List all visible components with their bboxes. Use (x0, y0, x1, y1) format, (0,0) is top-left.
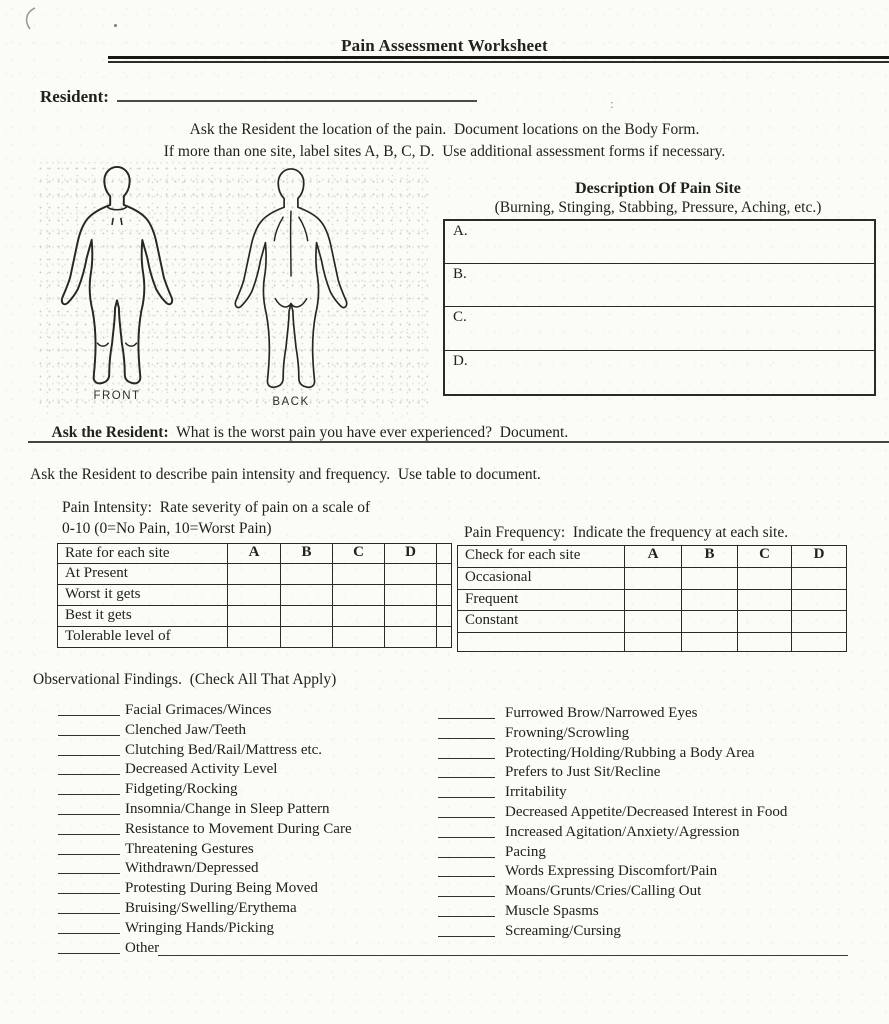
frequency-cell (792, 611, 847, 633)
check-row (438, 725, 858, 745)
worst-pain-prompt (36, 406, 568, 460)
check-item-label: Withdrawn/Depressed (125, 860, 259, 877)
body-form-diagram (36, 162, 428, 414)
check-item-label: Prefers to Just Sit/Recline (505, 764, 661, 781)
check-row (58, 742, 478, 762)
check-row (438, 824, 858, 844)
check-blank-line (438, 876, 495, 877)
check-row (58, 761, 478, 781)
check-blank-line (58, 913, 120, 914)
check-row (438, 844, 858, 864)
intensity-header-label: Rate for each site (58, 544, 228, 564)
check-item-label: Increased Agitation/Anxiety/Agression (505, 823, 740, 840)
check-item-label: Clenched Jaw/Teeth (125, 721, 246, 738)
check-item-label: Decreased Appetite/Decreased Interest in Food (505, 803, 788, 820)
frequency-cell (792, 589, 847, 611)
frequency-cell (625, 589, 682, 611)
check-item-label: Wringing Hands/Picking (125, 919, 274, 936)
frequency-header-c: C (738, 546, 792, 568)
intensity-cell (281, 605, 333, 626)
instruction-line-2: If more than one site, label sites A, B, C, D. Use additional assessment forms if necessary. (163, 143, 726, 160)
intensity-header-b: B (281, 544, 333, 564)
frequency-cell (682, 589, 738, 611)
check-row (58, 801, 478, 821)
observational-checklist-left (58, 702, 478, 959)
frequency-row-label: Constant (458, 611, 625, 633)
description-row-label: B. (453, 266, 467, 283)
pain-frequency-table (457, 545, 847, 652)
check-item-label: Threatening Gestures (125, 840, 254, 857)
frequency-cell (682, 611, 738, 633)
description-row-d (445, 351, 874, 393)
check-item-label: Decreased Activity Level (125, 761, 278, 778)
front-figure-label: FRONT (93, 390, 141, 402)
pain-frequency-heading: Pain Frequency: Indicate the frequency at each site. (464, 524, 789, 541)
check-blank-line (438, 936, 495, 937)
intensity-spacer-cell (437, 563, 452, 584)
check-row (438, 784, 858, 804)
intensity-spacer-cell (437, 605, 452, 626)
check-row (438, 745, 858, 765)
check-item-label: Bruising/Swelling/Erythema (125, 899, 297, 916)
frequency-header-label: Check for each site (458, 546, 625, 568)
intensity-cell (385, 605, 437, 626)
frequency-cell (682, 632, 738, 651)
check-item-label: Fidgeting/Rocking (125, 781, 238, 798)
check-blank-line (438, 758, 495, 759)
check-row (58, 880, 478, 900)
scan-artifact (114, 24, 117, 27)
check-row (438, 705, 858, 725)
check-row (438, 863, 858, 883)
check-row (58, 821, 478, 841)
check-row (58, 920, 478, 940)
frequency-cell (625, 611, 682, 633)
pain-intensity-heading-line1: Pain Intensity: Rate severity of pain on a scale of (62, 499, 371, 516)
pain-site-description-title: Description Of Pain Site (575, 180, 741, 197)
description-row-b (445, 264, 874, 307)
frequency-cell (792, 568, 847, 590)
check-row (58, 841, 478, 861)
other-write-line (158, 955, 848, 956)
check-item-label: Facial Grimaces/Winces (125, 702, 272, 718)
check-blank-line (438, 916, 495, 917)
check-blank-line (58, 953, 120, 954)
intensity-row-label: Tolerable level of (58, 627, 228, 648)
intensity-cell (333, 584, 385, 605)
intensity-cell (228, 563, 281, 584)
frequency-cell (738, 589, 792, 611)
section-divider (28, 441, 889, 443)
intensity-cell (333, 605, 385, 626)
check-blank-line (58, 873, 120, 874)
check-row (438, 903, 858, 923)
resident-row (40, 86, 477, 107)
page-title: Pain Assessment Worksheet (341, 36, 548, 55)
check-row (58, 722, 478, 742)
frequency-cell (458, 632, 625, 651)
intensity-cell (228, 605, 281, 626)
check-item-label: Muscle Spasms (505, 902, 599, 919)
check-item-label: Insomnia/Change in Sleep Pattern (125, 800, 330, 817)
check-blank-line (58, 854, 120, 855)
intensity-cell (228, 584, 281, 605)
check-item-label: Protesting During Being Moved (125, 880, 318, 897)
check-blank-line (438, 857, 495, 858)
intensity-header-a: A (228, 544, 281, 564)
intensity-cell (385, 627, 437, 648)
check-item-label: Words Expressing Discomfort/Pain (505, 863, 718, 880)
check-blank-line (58, 755, 120, 756)
intensity-spacer-cell (437, 627, 452, 648)
frequency-cell (792, 632, 847, 651)
check-row-other (58, 940, 478, 960)
instruction-line-1: Ask the Resident the location of the pain. Document locations on the Body Form. (189, 121, 700, 138)
check-item-label: Screaming/Cursing (505, 922, 621, 939)
frequency-header-d: D (792, 546, 847, 568)
check-item-label: Frowning/Scrowling (505, 724, 630, 741)
check-blank-line (58, 834, 120, 835)
frequency-header-b: B (682, 546, 738, 568)
check-blank-line (438, 837, 495, 838)
frequency-cell (738, 632, 792, 651)
check-item-label: Irritability (505, 784, 567, 801)
intensity-cell (281, 563, 333, 584)
back-figure-label: BACK (272, 396, 310, 408)
resident-name-line (117, 86, 477, 102)
description-row-label: C. (453, 309, 467, 326)
intensity-cell (333, 627, 385, 648)
check-row (438, 804, 858, 824)
observational-findings-heading: Observational Findings. (Check All That Apply) (33, 671, 337, 688)
intensity-cell (281, 584, 333, 605)
check-blank-line (58, 774, 120, 775)
check-blank-line (58, 893, 120, 894)
pain-site-description-box (443, 219, 876, 396)
check-blank-line (438, 797, 495, 798)
check-blank-line (438, 738, 495, 739)
check-row (58, 900, 478, 920)
check-item-label: Resistance to Movement During Care (125, 820, 352, 837)
intensity-header-d: D (385, 544, 437, 564)
check-blank-line (58, 814, 120, 815)
frequency-cell (738, 611, 792, 633)
frequency-cell (682, 568, 738, 590)
check-blank-line (58, 715, 120, 716)
frequency-row-label: Occasional (458, 568, 625, 590)
pain-intensity-table (57, 543, 452, 648)
check-row (438, 923, 858, 943)
frequency-row-label: Frequent (458, 589, 625, 611)
intensity-cell (281, 627, 333, 648)
pain-intensity-heading-line2: 0-10 (0=No Pain, 10=Worst Pain) (62, 520, 272, 537)
frequency-header-a: A (625, 546, 682, 568)
title-rule (108, 56, 889, 63)
check-blank-line (58, 735, 120, 736)
intensity-cell (228, 627, 281, 648)
check-blank-line (438, 718, 495, 719)
intensity-row-label: At Present (58, 563, 228, 584)
check-item-label: Pacing (505, 843, 546, 860)
worst-pain-prompt-label: Ask the Resident: (51, 424, 169, 441)
check-blank-line (438, 817, 495, 818)
resident-label: Resident: (40, 87, 109, 106)
intensity-spacer-cell (437, 584, 452, 605)
check-row (438, 883, 858, 903)
intensity-row-label: Worst it gets (58, 584, 228, 605)
intensity-frequency-prompt: Ask the Resident to describe pain intensity and frequency. Use table to document. (30, 466, 541, 483)
scan-artifact: : (610, 96, 614, 111)
check-row (438, 764, 858, 784)
frequency-cell (738, 568, 792, 590)
intensity-cell (333, 563, 385, 584)
check-item-label: Moans/Grunts/Cries/Calling Out (505, 883, 702, 900)
check-row (58, 781, 478, 801)
check-row (58, 702, 478, 722)
description-row-label: A. (453, 223, 468, 239)
description-row-label: D. (453, 352, 468, 369)
description-row-c (445, 307, 874, 350)
check-item-label: Protecting/Holding/Rubbing a Body Area (505, 744, 755, 761)
intensity-row-label: Best it gets (58, 605, 228, 626)
check-blank-line (438, 896, 495, 897)
description-row-a (445, 221, 874, 264)
check-item-label: Clutching Bed/Rail/Mattress etc. (125, 741, 323, 758)
check-blank-line (58, 933, 120, 934)
intensity-header-c: C (333, 544, 385, 564)
intensity-cell (385, 563, 437, 584)
check-item-label: Furrowed Brow/Narrowed Eyes (505, 705, 698, 721)
check-blank-line (58, 794, 120, 795)
pain-site-description-subtitle: (Burning, Stinging, Stabbing, Pressure, Aching, etc.) (494, 199, 822, 216)
check-blank-line (438, 777, 495, 778)
body-front-figure (50, 164, 184, 388)
intensity-cell (385, 584, 437, 605)
scan-artifact (20, 6, 42, 34)
check-row (58, 860, 478, 880)
worst-pain-prompt-question: What is the worst pain you have ever experienced? Document. (176, 424, 569, 441)
intensity-spacer-cell (437, 544, 452, 564)
frequency-cell (625, 632, 682, 651)
observational-checklist-right (438, 705, 858, 943)
body-back-figure (232, 166, 350, 392)
check-item-label: Other (125, 939, 160, 956)
frequency-cell (625, 568, 682, 590)
